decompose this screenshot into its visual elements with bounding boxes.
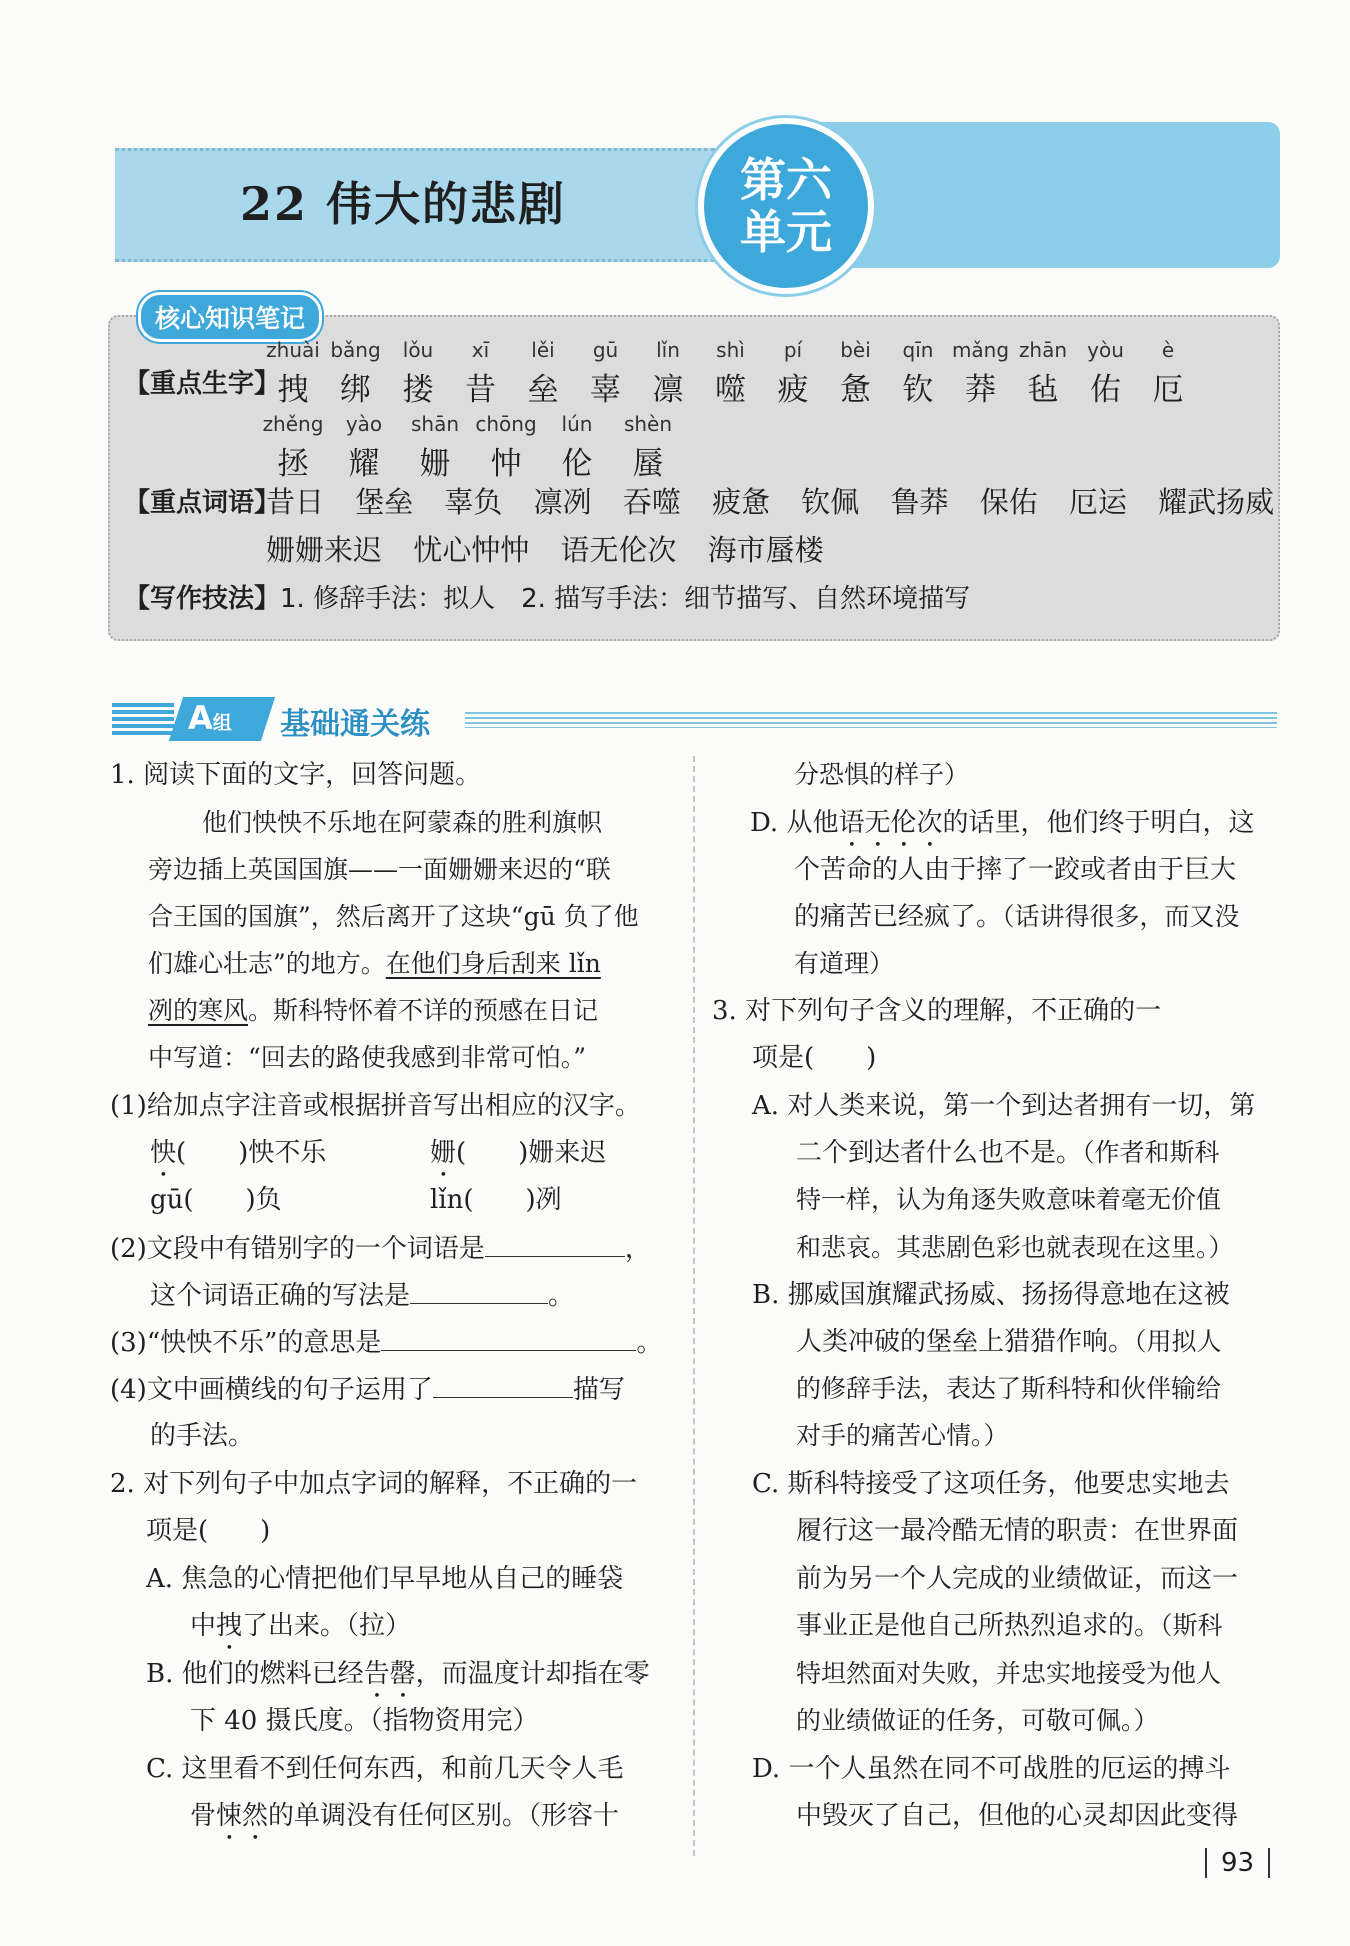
key-char [446, 338, 516, 409]
key-char [1133, 338, 1203, 409]
fill-item [150, 1135, 326, 1183]
q3-stem: 3. 对下列句子含义的理解，不正确的一 [712, 996, 1162, 1026]
option-text: 的话里，他们终于明白，这 [942, 808, 1255, 838]
key-char [542, 412, 612, 483]
pinyin: zhān [1018, 338, 1068, 362]
q3-option-a: A. 对人类来说，第一个到达者拥有一切，第 [752, 1091, 1256, 1121]
answer-blank[interactable] [485, 1230, 625, 1257]
q3-option-c: C. 斯科特接受了这项任务，他要忠实地去 [752, 1469, 1230, 1499]
character: 搂 [402, 372, 434, 408]
character: 昔 [465, 372, 496, 408]
pinyin: lěi [531, 338, 555, 362]
key-char [321, 338, 391, 409]
section-badge-text [188, 699, 232, 737]
underlined-sentence: 在他们身后刮来 lǐn [385, 949, 601, 978]
key-words-line-1: 昔日 堡垒 辜负 凛冽 吞噬 疲惫 钦佩 鲁莽 保佑 厄运 耀武扬威 [266, 485, 1275, 519]
key-char [329, 412, 399, 483]
question-text: (2)文段中有错别字的一个词语是 [110, 1234, 485, 1264]
key-char [883, 338, 953, 409]
q3-option-a-cont [796, 1135, 1220, 1171]
option-text: D. 从他 [750, 808, 839, 838]
dotted-word: 拽 [216, 1611, 243, 1641]
character: 伦 [561, 446, 593, 482]
character: 佑 [1090, 372, 1121, 408]
character: 拽 [277, 372, 309, 408]
character: 钦 [902, 372, 934, 408]
key-char [633, 338, 703, 409]
fill-item [430, 1135, 606, 1183]
unit-badge [698, 118, 874, 294]
pinyin: mǎng [951, 338, 1010, 362]
pinyin: è [1161, 338, 1175, 362]
q3-option-d: D. 一个人虽然在同不可战胜的厄运的搏斗 [752, 1754, 1231, 1784]
unit-label-line1: 第六 [740, 153, 832, 207]
character: 疲 [777, 372, 809, 408]
character: 莽 [965, 372, 996, 408]
q3-option-c-cont: 履行这一最冷酷无情的职责：在世界面 [796, 1516, 1239, 1546]
option-text: 的痛苦已经疯了。 [794, 902, 1003, 932]
passage-line [148, 993, 598, 1029]
passage-line: 合王国的国旗”，然后离开了这块“gū 负了他 [148, 902, 639, 931]
character: 毡 [1027, 372, 1059, 408]
character: 辜 [590, 372, 621, 408]
character: 姗 [419, 446, 451, 482]
option-note: （用拟人 [1134, 1327, 1222, 1356]
q2-option-b [146, 1656, 650, 1704]
q2-option-d-cont: 个苦命的人由于摔了一跤或者由于巨大 [794, 855, 1237, 885]
q3-option-b-cont [796, 1324, 1222, 1360]
key-char [1008, 338, 1078, 409]
fill-item: lǐn( )冽 [430, 1185, 562, 1215]
lesson-title: 22 伟大的悲剧 [240, 177, 567, 231]
key-char [1071, 338, 1141, 409]
key-char [758, 338, 828, 409]
option-text: 了出来。（拉） [242, 1611, 412, 1641]
fill-text: ( )姗来迟 [456, 1138, 607, 1168]
pinyin: lún [561, 412, 593, 436]
option-text: ，而温度计却指在零 [415, 1659, 650, 1689]
character: 垒 [527, 372, 559, 408]
fill-text: ( )怏不乐 [176, 1138, 327, 1168]
q1-sub4 [110, 1371, 625, 1408]
passage-line: 中写道：“回去的路使我感到非常可怕。” [148, 1043, 587, 1072]
pinyin: pí [783, 338, 803, 362]
q1-stem: 1. 阅读下面的文字，回答问题。 [110, 760, 482, 790]
q2-option-d-cont: 有道理） [794, 949, 895, 978]
key-char [383, 338, 453, 409]
section-stripes [112, 703, 174, 735]
pinyin: shì [716, 338, 745, 362]
passage-line: 他们怏怏不乐地在阿蒙森的胜利旗帜 [202, 808, 603, 837]
q2-option-c: C. 这里看不到任何东西，和前几天令人毛 [146, 1754, 624, 1784]
pinyin: shān [410, 412, 460, 436]
q3-option-b-cont: 的修辞手法，表达了斯科特和伙伴输给 [796, 1374, 1222, 1403]
key-char [471, 412, 541, 483]
question-text: (3)“怏怏不乐”的意思是 [110, 1328, 382, 1358]
section-rule-lines [465, 712, 1277, 728]
pinyin: zhuài [266, 338, 320, 362]
fill-item: gū( )负 [150, 1185, 282, 1215]
option-note: （斯科 [1160, 1611, 1223, 1640]
key-words-label: 【重点词语】 [124, 488, 281, 518]
pinyin: yào [345, 412, 383, 436]
key-char [821, 338, 891, 409]
q3-option-d-cont: 中毁灭了自己，但他的心灵却因此变得 [796, 1801, 1239, 1831]
key-char [696, 338, 766, 409]
q3-option-a-cont: 特一样，认为角逐失败意味着毫无价值 [796, 1185, 1222, 1214]
key-char [400, 412, 470, 483]
question-text: 这个词语正确的写法是 [150, 1281, 411, 1311]
dotted-char: 姗 [430, 1138, 457, 1168]
q3-option-c-cont [796, 1608, 1223, 1644]
q3-option-b-cont: 对手的痛苦心情。） [796, 1421, 1009, 1450]
answer-blank[interactable] [381, 1324, 636, 1351]
q1-sub4-cont: 的手法。 [150, 1421, 255, 1451]
option-text: 的单调没有任何区别。（形容十 [268, 1801, 620, 1831]
character: 忡 [490, 446, 522, 482]
character: 拯 [277, 446, 309, 482]
character: 蜃 [632, 446, 664, 482]
dotted-char: 怏 [150, 1138, 177, 1168]
character: 惫 [840, 372, 871, 408]
q3-option-a-cont: 和悲哀。其悲剧色彩也就表现在这里。） [796, 1233, 1234, 1262]
option-text: B. 他们的燃料已经 [146, 1659, 364, 1689]
pinyin: chōng [475, 412, 537, 436]
option-note: （话讲得很多，而又没 [1002, 902, 1240, 931]
option-text: 骨 [190, 1801, 217, 1831]
q2-option-a: A. 焦急的心情把他们早早地从自己的睡袋 [146, 1564, 624, 1594]
underlined-sentence: 冽的寒风 [148, 996, 249, 1025]
character: 噬 [715, 372, 746, 408]
page-number: 93 [1205, 1848, 1270, 1878]
q3-option-c-cont: 前为另一个人完成的业绩做证，而这一 [796, 1564, 1239, 1594]
q2-stem-cont: 项是( ) [146, 1516, 271, 1546]
key-char [508, 338, 578, 409]
passage-line: 旁边插上英国国旗——一面姗姗来迟的“联 [148, 855, 611, 884]
q2-option-d [750, 805, 1254, 853]
option-text: 事业正是他自己所热烈追求的。 [796, 1611, 1161, 1641]
key-char [258, 412, 328, 483]
key-words-line-2: 姗姗来迟 忧心忡忡 语无伦次 海市蜃楼 [266, 533, 824, 567]
q2-option-a-cont [190, 1608, 411, 1656]
writing-techniques [124, 578, 970, 615]
key-char [613, 412, 683, 483]
option-text: 人类冲破的堡垒上猎猎作响。 [796, 1327, 1135, 1357]
q2-option-c-cont: 分恐惧的样子） [794, 760, 970, 789]
q3-option-c-cont: 特坦然面对失败，并忠实地接受为他人 [796, 1659, 1222, 1688]
question-text: (4)文中画横线的句子运用了 [110, 1375, 433, 1405]
q1-sub3: (3)“怏怏不乐”的意思是 。 [110, 1324, 662, 1361]
option-text: 中 [190, 1611, 217, 1641]
key-char [571, 338, 641, 409]
pinyin: shèn [623, 412, 673, 436]
q3-stem-cont: 项是( ) [752, 1043, 877, 1073]
q1-sub2-cont: 这个词语正确的写法是 。 [150, 1277, 574, 1314]
section-title: 基础通关练 [280, 707, 430, 742]
answer-blank[interactable] [433, 1371, 573, 1398]
pinyin: gū [592, 338, 619, 362]
pinyin: lǒu [402, 338, 434, 362]
dotted-word: 告罄 [363, 1659, 416, 1689]
notes-tag: 核心知识笔记 [138, 292, 322, 342]
q2-option-b-cont: 下 40 摄氏度。（指物资用完） [190, 1706, 539, 1736]
dotted-word: 悚然 [216, 1801, 269, 1831]
unit-label-line2: 单元 [740, 205, 832, 259]
passage-text: 。斯科特怀着不详的预感在日记 [248, 996, 599, 1025]
option-text: 二个到达者什么也不是。 [796, 1138, 1083, 1168]
writing-label: 【写作技法】 [124, 584, 281, 614]
writing-text: 1. 修辞手法：拟人 2. 描写手法：细节描写、自然环境描写 [280, 584, 971, 614]
pinyin: yòu [1087, 338, 1124, 362]
q2-option-c-cont [190, 1798, 619, 1846]
character: 耀 [348, 446, 380, 482]
pinyin: zhěng [262, 412, 324, 436]
column-divider [693, 756, 695, 1856]
character: 绑 [340, 372, 371, 408]
character: 凛 [652, 372, 684, 408]
dotted-word: 语无伦次 [838, 808, 943, 838]
key-char [258, 338, 328, 409]
option-note: （作者和斯科 [1082, 1138, 1220, 1167]
section-badge-small: 组 [212, 712, 232, 734]
q3-option-b: B. 挪威国旗耀武扬威、扬扬得意地在这被 [752, 1280, 1230, 1310]
q3-option-c-cont: 的业绩做证的任务，可敬可佩。） [796, 1706, 1159, 1735]
answer-blank[interactable] [410, 1277, 548, 1304]
pinyin: lǐn [656, 338, 680, 362]
pinyin: bèi [840, 338, 871, 362]
passage-line [148, 946, 601, 982]
q2-option-d-cont [794, 899, 1240, 935]
section-badge-letter: A [188, 699, 213, 737]
key-chars-label: 【重点生字】 [124, 369, 281, 399]
key-char [946, 338, 1016, 409]
question-text: 描写 [572, 1375, 625, 1405]
character: 厄 [1152, 372, 1184, 408]
pinyin: bǎng [330, 338, 381, 362]
q1-sub1: (1)给加点字注音或根据拼音写出相应的汉字。 [110, 1091, 641, 1121]
q1-sub2: (2)文段中有错别字的一个词语是 ， [110, 1230, 651, 1267]
pinyin: xī [471, 338, 490, 362]
passage-text: 们雄心壮志”的地方。 [148, 949, 386, 978]
pinyin: qīn [902, 338, 934, 362]
q2-stem: 2. 对下列句子中加点字词的解释，不正确的一 [110, 1469, 638, 1499]
